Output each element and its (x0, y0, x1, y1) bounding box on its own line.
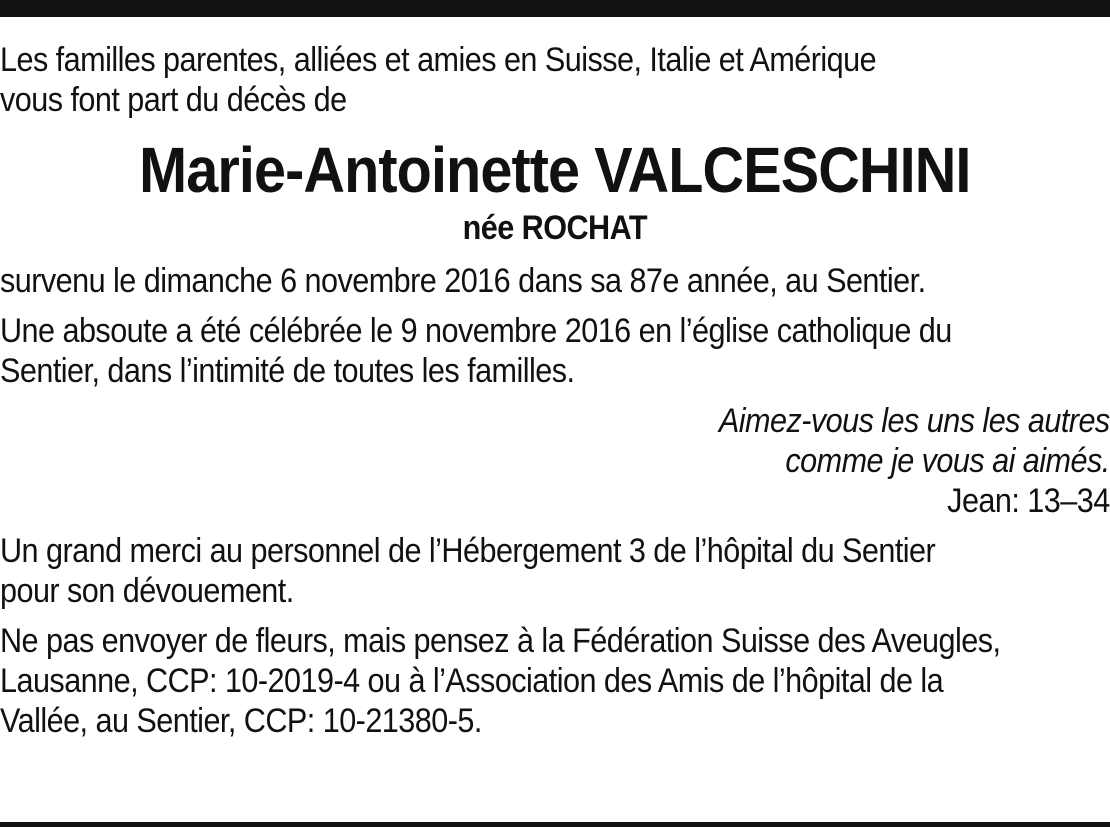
top-border-rule (0, 0, 1110, 17)
deceased-name: Marie-Antoinette VALCESCHINI (139, 134, 971, 206)
verse-line-1: Aimez-vous les uns les autres (718, 402, 1110, 440)
thanks-line-1: Un grand merci au personnel de l’Hébergement 3 de l’hôpital du Sentier (0, 532, 936, 570)
service-line-1: Une absoute a été célébrée le 9 novembre 2016 en l’église catholique du (0, 312, 952, 350)
death-notice-paragraph (0, 261, 1110, 301)
intro-line-1: Les familles parentes, alliées et amies en Suisse, Italie et Amérique (0, 41, 877, 79)
donations-line-2: Lausanne, CCP: 10-2019-4 ou à l’Association des Amis de l’hôpital de la (0, 662, 944, 700)
service-line-2: Sentier, dans l’intimité de toutes les familles. (0, 352, 575, 390)
obituary-notice (0, 40, 1110, 741)
intro-paragraph (0, 40, 1110, 120)
maiden-name: née ROCHAT (462, 209, 648, 247)
donations-line-1: Ne pas envoyer de fleurs, mais pensez à la Fédération Suisse des Aveugles, (0, 622, 1001, 660)
death-notice-line: survenu le dimanche 6 novembre 2016 dans sa 87e année, au Sentier. (0, 262, 926, 300)
donations-paragraph (0, 621, 1110, 741)
thanks-paragraph (0, 531, 1110, 611)
donations-line-3: Vallée, au Sentier, CCP: 10-21380-5. (0, 702, 482, 740)
intro-line-2: vous font part du décès de (0, 81, 347, 119)
bible-verse (0, 401, 1110, 521)
bottom-border-rule (0, 822, 1110, 827)
verse-line-2: comme je vous ai aimés. (785, 442, 1110, 480)
service-paragraph (0, 311, 1110, 391)
verse-reference: Jean: 13–34 (947, 482, 1110, 520)
thanks-line-2: pour son dévouement. (0, 572, 294, 610)
